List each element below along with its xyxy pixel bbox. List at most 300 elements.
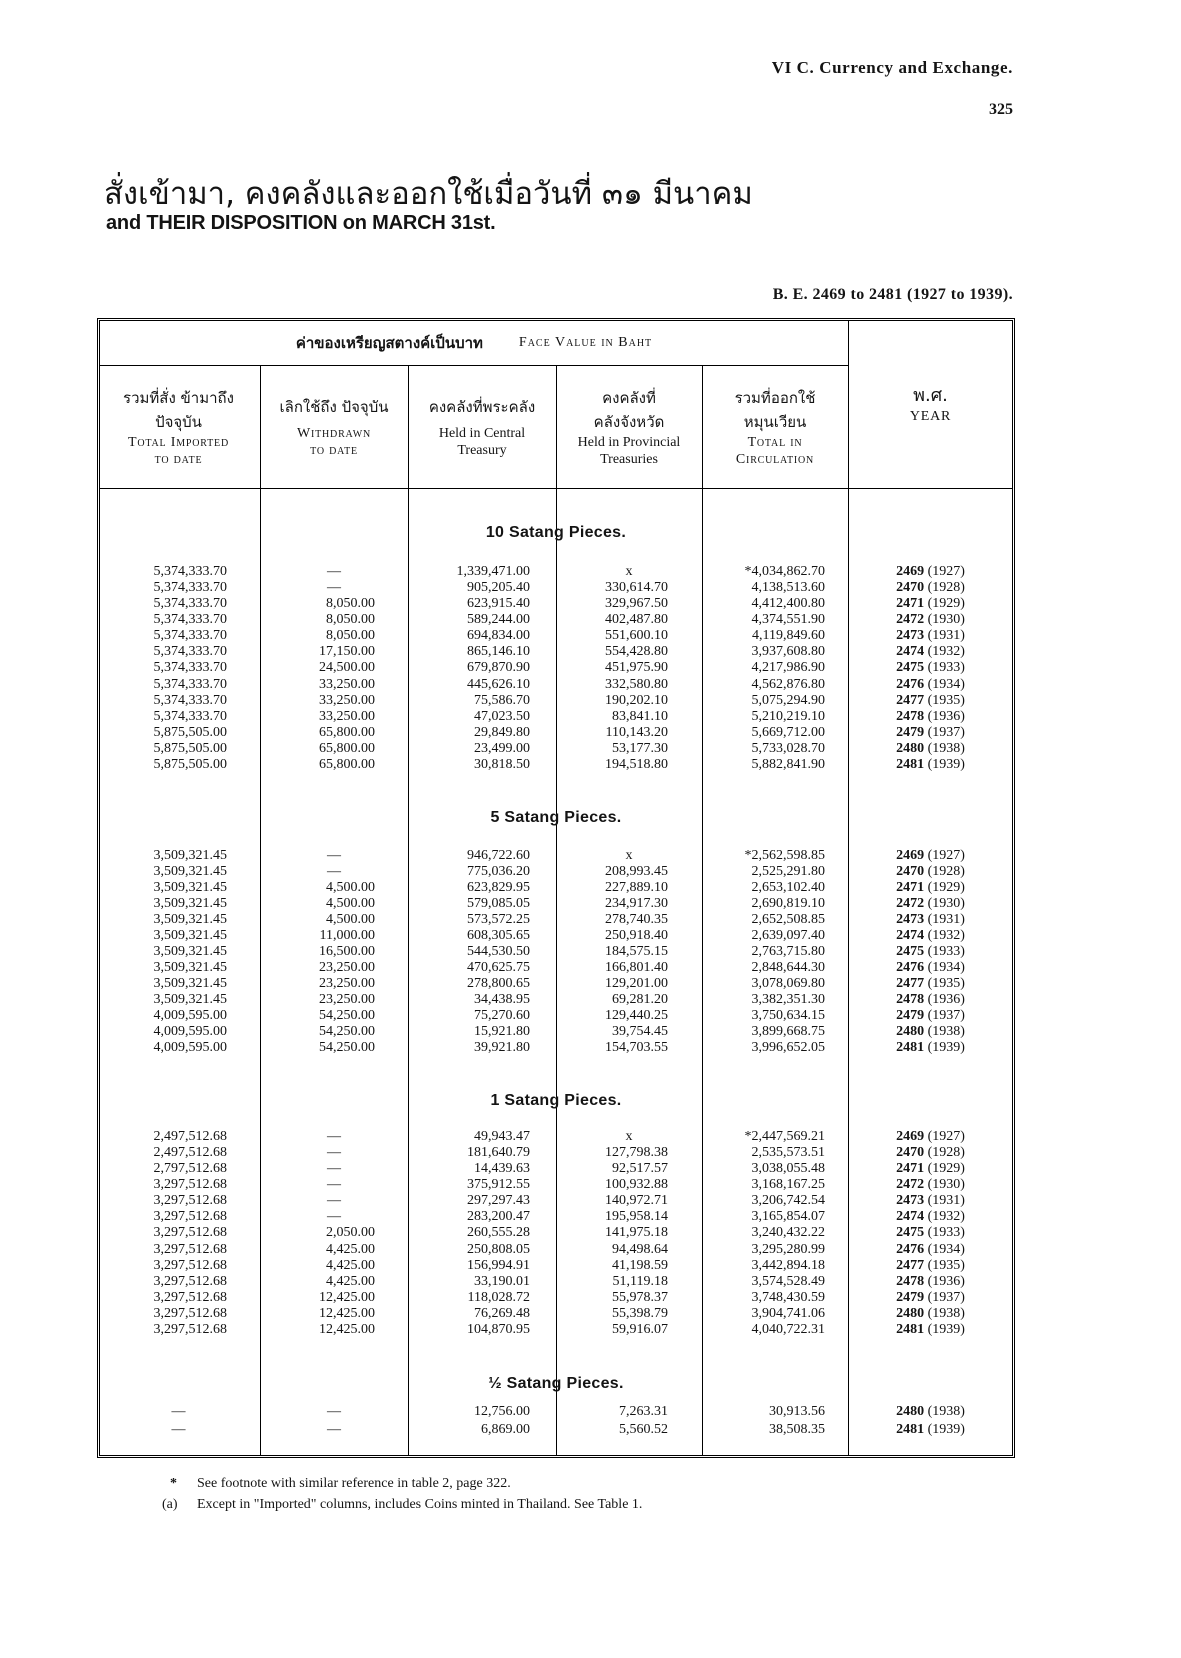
year-ad: (1927) — [924, 564, 965, 579]
cell-central: 589,244.00 — [467, 612, 530, 628]
cell-circulation: 3,937,608.80 — [751, 644, 825, 660]
cell-provincial: 100,932.88 — [605, 1177, 668, 1193]
year-be: 2471 — [896, 1161, 925, 1177]
running-head: VI C. Currency and Exchange. — [771, 58, 1013, 77]
cell-provincial: 332,580.80 — [605, 676, 668, 692]
year-ad: (1933) — [924, 660, 965, 676]
year-be: 2472 — [896, 612, 925, 628]
year-ad: (1935) — [924, 1257, 965, 1273]
cell-year — [849, 1290, 1012, 1306]
table-row — [0, 628, 1181, 644]
col-header-central — [408, 366, 556, 488]
cell-imported: — — [171, 1404, 186, 1419]
cell-circulation: 4,040,722.31 — [751, 1321, 825, 1337]
cell-imported: 4,009,595.00 — [153, 1008, 227, 1023]
col-header-english: YEAR — [909, 409, 952, 424]
cell-withdrawn: 2,050.00 — [326, 1225, 375, 1241]
table-row — [0, 1422, 1181, 1438]
year-ad: (1929) — [924, 1161, 965, 1177]
col-header-thai: ปัจจุบัน — [155, 413, 202, 431]
cell-withdrawn: 16,500.00 — [319, 944, 375, 959]
year-be: 2473 — [896, 1193, 925, 1209]
cell-imported: 3,297,512.68 — [153, 1321, 227, 1337]
cell-circulation: 5,669,712.00 — [751, 724, 825, 740]
cell-provincial: x — [625, 564, 633, 579]
col-header-english: Held in Provincial — [577, 435, 681, 450]
cell-provincial: 194,518.80 — [605, 756, 668, 772]
cell-provincial: 39,754.45 — [612, 1024, 668, 1039]
cell-central: 104,870.95 — [467, 1321, 530, 1337]
col-header-english: Total in — [747, 435, 803, 450]
year-be: 2480 — [896, 740, 925, 756]
col-header-thai: คงคลังที่ — [602, 389, 656, 407]
cell-central: 445,626.10 — [467, 676, 530, 692]
cell-circulation: 2,652,508.85 — [751, 912, 825, 927]
cell-year — [849, 709, 1012, 725]
col-header-english: Treasuries — [600, 452, 658, 467]
col-header-thai: พ.ศ. — [913, 385, 948, 406]
year-ad: (1930) — [924, 1177, 965, 1193]
year-be: 2478 — [896, 708, 925, 724]
cell-central: 375,912.55 — [467, 1177, 530, 1193]
cell-withdrawn: — — [327, 1161, 341, 1177]
cell-imported: 3,509,321.45 — [153, 960, 227, 975]
cell-provincial: 329,967.50 — [605, 596, 668, 612]
cell-imported: 5,875,505.00 — [153, 756, 227, 772]
year-ad: (1938) — [924, 1305, 965, 1321]
col-header-english: Circulation — [735, 452, 815, 467]
col-header-circulation — [702, 366, 848, 488]
cell-imported: 5,374,333.70 — [153, 596, 227, 612]
table-row — [0, 741, 1181, 757]
cell-provincial: 92,517.57 — [612, 1161, 668, 1177]
year-ad: (1928) — [924, 864, 965, 879]
cell-year — [849, 1404, 1012, 1420]
cell-provincial: 154,703.55 — [605, 1040, 668, 1055]
year-be: 2472 — [896, 896, 925, 911]
cell-circulation: *4,034,862.70 — [744, 564, 825, 579]
table-row — [0, 1274, 1181, 1290]
col-header-english: Total Imported — [128, 435, 229, 450]
cell-provincial: 554,428.80 — [605, 644, 668, 660]
cell-provincial: 94,498.64 — [612, 1241, 668, 1257]
cell-imported: 3,509,321.45 — [153, 896, 227, 911]
cell-circulation: 3,295,280.99 — [751, 1241, 825, 1257]
cell-central: 12,756.00 — [474, 1404, 530, 1419]
table-row — [0, 1209, 1181, 1225]
cell-year — [849, 693, 1012, 709]
cell-imported: 3,509,321.45 — [153, 992, 227, 1007]
year-be: 2480 — [896, 1024, 925, 1039]
cell-imported: 3,297,512.68 — [153, 1289, 227, 1305]
cell-imported: 5,374,333.70 — [153, 660, 227, 676]
cell-withdrawn: 54,250.00 — [319, 1040, 375, 1055]
cell-provincial: 129,440.25 — [605, 1008, 668, 1023]
cell-provincial: 190,202.10 — [605, 692, 668, 708]
cell-imported: 2,797,512.68 — [153, 1161, 227, 1177]
year-ad: (1927) — [924, 1129, 965, 1144]
cell-circulation: 3,168,167.25 — [751, 1177, 825, 1193]
cell-central: 34,438.95 — [474, 992, 530, 1007]
cell-provincial: 59,916.07 — [612, 1321, 668, 1337]
cell-imported: 3,297,512.68 — [153, 1305, 227, 1321]
page-title-english: and THEIR DISPOSITION on MARCH 31st. — [106, 212, 496, 234]
cell-circulation: 4,562,876.80 — [751, 676, 825, 692]
year-be: 2476 — [896, 676, 925, 692]
cell-central: 775,036.20 — [467, 864, 530, 879]
cell-withdrawn: 8,050.00 — [326, 612, 375, 628]
cell-central: 39,921.80 — [474, 1040, 530, 1055]
table-row — [0, 1024, 1181, 1040]
cell-year — [849, 944, 1012, 960]
cell-circulation: 38,508.35 — [769, 1422, 825, 1437]
cell-circulation: 3,038,055.48 — [751, 1161, 825, 1177]
cell-withdrawn: 23,250.00 — [319, 960, 375, 975]
year-ad: (1936) — [924, 708, 965, 724]
year-ad: (1935) — [924, 976, 965, 991]
year-ad: (1939) — [924, 756, 965, 772]
year-be: 2475 — [896, 944, 925, 959]
year-be: 2474 — [896, 1209, 925, 1225]
cell-imported: 3,509,321.45 — [153, 912, 227, 927]
cell-circulation: 2,535,573.51 — [751, 1145, 825, 1161]
table-row — [0, 677, 1181, 693]
cell-central: 623,915.40 — [467, 596, 530, 612]
cell-withdrawn: — — [327, 1145, 341, 1161]
table-row — [0, 880, 1181, 896]
col-header-year — [849, 321, 1012, 488]
year-be: 2477 — [896, 976, 925, 991]
cell-provincial: 5,560.52 — [619, 1422, 668, 1437]
col-header-thai: คลังจังหวัด — [593, 413, 665, 431]
cell-withdrawn: — — [327, 1404, 341, 1419]
table-row — [0, 612, 1181, 628]
cell-withdrawn: 65,800.00 — [319, 756, 375, 772]
year-ad: (1933) — [924, 1225, 965, 1241]
year-ad: (1933) — [924, 944, 965, 959]
cell-imported: 3,509,321.45 — [153, 848, 227, 863]
cell-year — [849, 741, 1012, 757]
cell-provincial: 110,143.20 — [605, 724, 668, 740]
cell-imported: 3,509,321.45 — [153, 944, 227, 959]
year-ad: (1938) — [924, 1024, 965, 1039]
year-ad: (1934) — [924, 1241, 965, 1257]
cell-imported: 4,009,595.00 — [153, 1040, 227, 1055]
cell-year — [849, 628, 1012, 644]
year-ad: (1930) — [924, 612, 965, 628]
cell-year — [849, 1008, 1012, 1024]
cell-year — [849, 1225, 1012, 1241]
year-be: 2470 — [896, 864, 925, 879]
cell-imported: 3,297,512.68 — [153, 1225, 227, 1241]
cell-imported: 5,374,333.70 — [153, 628, 227, 644]
cell-circulation: 2,690,819.10 — [751, 896, 825, 911]
table-row — [0, 757, 1181, 773]
year-ad: (1932) — [924, 928, 965, 943]
cell-circulation: 3,904,741.06 — [751, 1305, 825, 1321]
cell-provincial: 278,740.35 — [605, 912, 668, 927]
cell-circulation: 5,075,294.90 — [751, 692, 825, 708]
table-row — [0, 1145, 1181, 1161]
cell-provincial: 195,958.14 — [605, 1209, 668, 1225]
cell-withdrawn: 24,500.00 — [319, 660, 375, 676]
year-be: 2474 — [896, 928, 925, 943]
cell-withdrawn: — — [327, 564, 341, 579]
cell-imported: — — [171, 1422, 186, 1437]
cell-withdrawn: 8,050.00 — [326, 596, 375, 612]
cell-year — [849, 992, 1012, 1008]
cell-imported: 5,374,333.70 — [153, 612, 227, 628]
cell-central: 608,305.65 — [467, 928, 530, 943]
page-number: 325 — [989, 101, 1013, 118]
cell-circulation: *2,562,598.85 — [744, 848, 825, 863]
col-header-withdrawn — [260, 366, 408, 488]
cell-central: 29,849.80 — [474, 724, 530, 740]
cell-imported: 5,374,333.70 — [153, 580, 227, 596]
year-be: 2479 — [896, 1008, 925, 1023]
col-header-english: to date — [310, 443, 358, 458]
table-row — [0, 596, 1181, 612]
cell-provincial: 166,801.40 — [605, 960, 668, 975]
table-row — [0, 1161, 1181, 1177]
cell-withdrawn: 54,250.00 — [319, 1024, 375, 1039]
cell-central: 260,555.28 — [467, 1225, 530, 1241]
year-be: 2481 — [896, 756, 925, 772]
cell-central: 573,572.25 — [467, 912, 530, 927]
cell-year — [849, 1177, 1012, 1193]
col-header-provincial — [556, 366, 702, 488]
cell-withdrawn: — — [327, 848, 341, 863]
table-row — [0, 928, 1181, 944]
cell-year — [849, 725, 1012, 741]
cell-central: 694,834.00 — [467, 628, 530, 644]
cell-withdrawn: 4,500.00 — [326, 912, 375, 927]
cell-circulation: 2,653,102.40 — [751, 880, 825, 895]
year-be: 2475 — [896, 1225, 925, 1241]
cell-imported: 2,497,512.68 — [153, 1145, 227, 1161]
cell-withdrawn: — — [327, 864, 341, 879]
cell-provincial: 208,993.45 — [605, 864, 668, 879]
table-row — [0, 660, 1181, 676]
page-title-thai: สั่งเข้ามา, คงคลังและออกใช้เมื่อวันที่ ๓๑ มีนาคม — [104, 176, 753, 212]
cell-provincial: 127,798.38 — [605, 1145, 668, 1161]
cell-circulation: 4,374,551.90 — [751, 612, 825, 628]
cell-withdrawn: 4,425.00 — [326, 1257, 375, 1273]
cell-imported: 3,297,512.68 — [153, 1209, 227, 1225]
cell-withdrawn: 8,050.00 — [326, 628, 375, 644]
table-row — [0, 960, 1181, 976]
cell-imported: 3,297,512.68 — [153, 1241, 227, 1257]
cell-circulation: 3,996,652.05 — [751, 1040, 825, 1055]
cell-provincial: 53,177.30 — [612, 740, 668, 756]
table-row — [0, 1193, 1181, 1209]
cell-circulation: 2,525,291.80 — [751, 864, 825, 879]
cell-year — [849, 660, 1012, 676]
cell-imported: 5,374,333.70 — [153, 644, 227, 660]
table-row — [0, 896, 1181, 912]
section-title: ½ Satang Pieces. — [488, 1375, 624, 1392]
cell-imported: 5,875,505.00 — [153, 740, 227, 756]
cell-withdrawn: 11,000.00 — [319, 928, 375, 943]
cell-withdrawn: 12,425.00 — [319, 1305, 375, 1321]
cell-year — [849, 1129, 1012, 1145]
col-header-english: to date — [154, 452, 203, 467]
footnote-text: Except in "Imported" columns, includes Coins minted in Thailand. See Table 1. — [197, 1497, 643, 1512]
table-row — [0, 1177, 1181, 1193]
cell-circulation: 3,442,894.18 — [751, 1257, 825, 1273]
cell-circulation: 3,899,668.75 — [751, 1024, 825, 1039]
table-row — [0, 1322, 1181, 1338]
cell-withdrawn: 33,250.00 — [319, 676, 375, 692]
cell-central: 15,921.80 — [474, 1024, 530, 1039]
cell-imported: 3,297,512.68 — [153, 1193, 227, 1209]
cell-provincial: 69,281.20 — [612, 992, 668, 1007]
cell-provincial: 141,975.18 — [605, 1225, 668, 1241]
cell-central: 470,625.75 — [467, 960, 530, 975]
year-ad: (1929) — [924, 596, 965, 612]
cell-year — [849, 864, 1012, 880]
footnote-mark: (a) — [162, 1497, 178, 1512]
cell-central: 946,722.60 — [467, 848, 530, 863]
cell-provincial: 51,119.18 — [612, 1273, 668, 1289]
cell-provincial: x — [625, 1129, 633, 1144]
cell-central: 76,269.48 — [474, 1305, 530, 1321]
year-ad: (1939) — [924, 1422, 965, 1437]
cell-circulation: 3,748,430.59 — [751, 1289, 825, 1305]
cell-provincial: 330,614.70 — [605, 580, 668, 596]
cell-year — [849, 976, 1012, 992]
cell-withdrawn: 12,425.00 — [319, 1321, 375, 1337]
cell-circulation: 3,240,432.22 — [751, 1225, 825, 1241]
cell-imported: 3,509,321.45 — [153, 928, 227, 943]
year-be: 2471 — [896, 596, 925, 612]
cell-central: 47,023.50 — [474, 708, 530, 724]
cell-withdrawn: 4,425.00 — [326, 1241, 375, 1257]
cell-withdrawn: — — [327, 1209, 341, 1225]
year-be: 2470 — [896, 580, 925, 596]
cell-provincial: 140,972.71 — [605, 1193, 668, 1209]
group-header-face-value — [100, 321, 848, 365]
cell-imported: 3,509,321.45 — [153, 880, 227, 895]
cell-year — [849, 912, 1012, 928]
cell-central: 6,869.00 — [481, 1422, 530, 1437]
cell-year — [849, 848, 1012, 864]
table-row — [0, 709, 1181, 725]
year-be: 2479 — [896, 1289, 925, 1305]
year-ad: (1939) — [924, 1321, 965, 1337]
cell-provincial: 250,918.40 — [605, 928, 668, 943]
section-title: 1 Satang Pieces. — [490, 1092, 622, 1109]
year-be: 2481 — [896, 1422, 925, 1437]
cell-circulation: 2,639,097.40 — [751, 928, 825, 943]
cell-imported: 4,009,595.00 — [153, 1024, 227, 1039]
year-ad: (1937) — [924, 1289, 965, 1305]
col-header-english: Held in Central — [438, 426, 526, 441]
table-row — [0, 976, 1181, 992]
cell-imported: 3,509,321.45 — [153, 976, 227, 991]
cell-withdrawn: 54,250.00 — [319, 1008, 375, 1023]
cell-year — [849, 644, 1012, 660]
year-ad: (1928) — [924, 580, 965, 596]
cell-withdrawn: 4,500.00 — [326, 896, 375, 911]
cell-circulation: 3,165,854.07 — [751, 1209, 825, 1225]
cell-circulation: 2,848,644.30 — [751, 960, 825, 975]
cell-central: 297,297.43 — [467, 1193, 530, 1209]
cell-circulation: 3,750,634.15 — [751, 1008, 825, 1023]
cell-circulation: 5,733,028.70 — [751, 740, 825, 756]
cell-imported: 5,374,333.70 — [153, 564, 227, 579]
cell-withdrawn: 17,150.00 — [319, 644, 375, 660]
cell-central: 33,190.01 — [474, 1273, 530, 1289]
year-be: 2481 — [896, 1040, 925, 1055]
year-be: 2476 — [896, 1241, 925, 1257]
table-row — [0, 1290, 1181, 1306]
cell-year — [849, 1024, 1012, 1040]
footnote-text: See footnote with similar reference in table 2, page 322. — [197, 1476, 511, 1491]
section-title: 10 Satang Pieces. — [485, 524, 627, 541]
cell-provincial: 402,487.80 — [605, 612, 668, 628]
cell-central: 283,200.47 — [467, 1209, 530, 1225]
group-header-thai: ค่าของเหรียญสตางค์เป็นบาท — [295, 334, 483, 352]
cell-year — [849, 1161, 1012, 1177]
year-be: 2481 — [896, 1321, 925, 1337]
cell-provincial: 234,917.30 — [605, 896, 668, 911]
year-be: 2476 — [896, 960, 925, 975]
col-header-english: Treasury — [457, 443, 507, 458]
group-header-english: Face Value in Baht — [518, 335, 653, 350]
cell-central: 544,530.50 — [467, 944, 530, 959]
table-row — [0, 564, 1181, 580]
year-ad: (1934) — [924, 960, 965, 975]
cell-central: 905,205.40 — [467, 580, 530, 596]
cell-imported: 2,497,512.68 — [153, 1129, 227, 1144]
cell-provincial: 41,198.59 — [612, 1257, 668, 1273]
cell-provincial: 83,841.10 — [612, 708, 668, 724]
year-ad: (1928) — [924, 1145, 965, 1161]
col-header-thai: รวมที่สั่ง ข้ามาถึง — [123, 389, 234, 407]
year-be: 2475 — [896, 660, 925, 676]
year-ad: (1936) — [924, 992, 965, 1007]
cell-year — [849, 757, 1012, 773]
cell-circulation: 2,763,715.80 — [751, 944, 825, 959]
table-row — [0, 693, 1181, 709]
cell-imported: 3,297,512.68 — [153, 1257, 227, 1273]
cell-central: 181,640.79 — [467, 1145, 530, 1161]
cell-imported: 3,509,321.45 — [153, 864, 227, 879]
year-ad: (1937) — [924, 724, 965, 740]
cell-year — [849, 1306, 1012, 1322]
cell-circulation: 4,412,400.80 — [751, 596, 825, 612]
section-title: 5 Satang Pieces. — [490, 809, 622, 826]
year-be: 2470 — [896, 1145, 925, 1161]
cell-provincial: 184,575.15 — [605, 944, 668, 959]
cell-circulation: 3,382,351.30 — [751, 992, 825, 1007]
cell-year — [849, 896, 1012, 912]
year-be: 2472 — [896, 1177, 925, 1193]
year-be: 2469 — [896, 848, 925, 863]
cell-imported: 5,374,333.70 — [153, 692, 227, 708]
cell-central: 865,146.10 — [467, 644, 530, 660]
cell-year — [849, 677, 1012, 693]
year-be: 2473 — [896, 628, 925, 644]
cell-imported: 3,297,512.68 — [153, 1177, 227, 1193]
cell-provincial: 55,398.79 — [612, 1305, 668, 1321]
year-be: 2473 — [896, 912, 925, 927]
footnote-mark: * — [170, 1476, 177, 1491]
cell-year — [849, 1258, 1012, 1274]
cell-withdrawn: — — [327, 1129, 341, 1144]
col-header-thai: คงคลังที่พระคลัง — [428, 398, 536, 416]
